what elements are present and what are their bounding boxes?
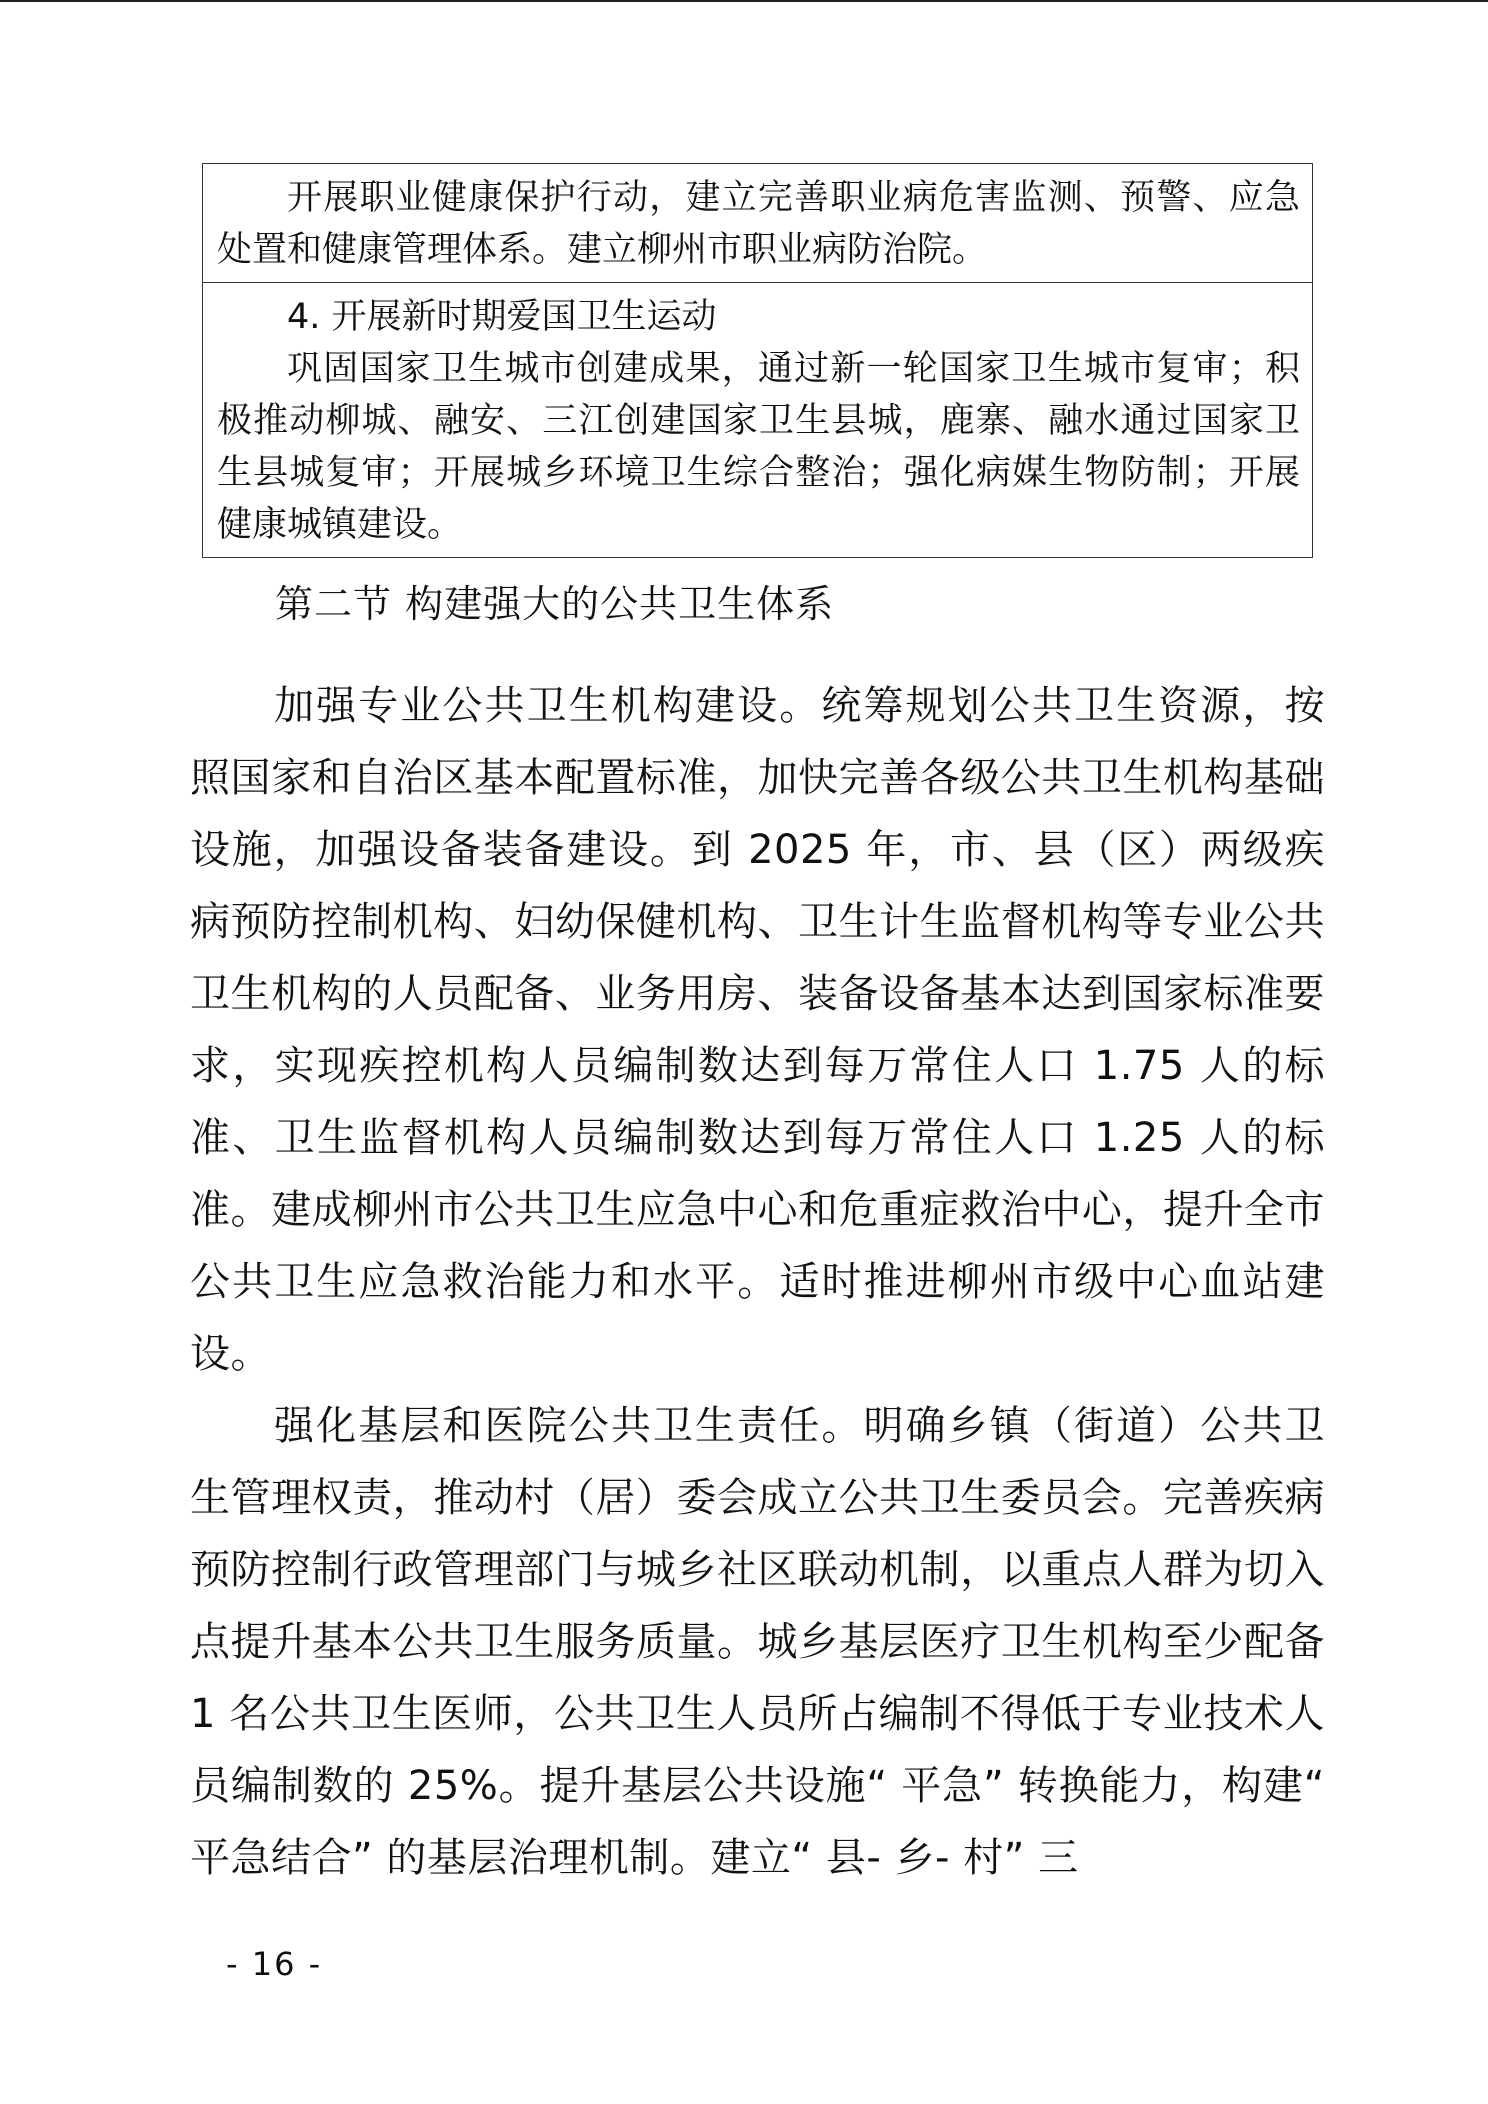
box-cell-patriotic-health (203, 282, 1312, 557)
body-paragraph: 强化基层和医院公共卫生责任。明确乡镇（街道）公共卫生管理权责，推动村（居）委会成立公共卫生委员会。完善疾病预防控制行政管理部门与城乡社区联动机制，以重点人群为切入点提升基本公共卫生服务质量。城乡基层医疗卫生机构至少配备 1 名公共卫生医师，公共卫生人员所占编制不得低于专业技术人员编制数的 25%。提升基层公共设施“ 平急” 转换能力，构建“ 平急结合” 的基层治理机制。建立“ 县- 乡- 村” 三 (190, 1403, 1325, 1881)
box-cell-text: 开展职业健康保护行动，建立完善职业病危害监测、预警、应急处置和健康管理体系。建立柳州市职业病防治院。 (217, 178, 1300, 270)
page-number: - 16 - (226, 1945, 323, 1983)
box-cell-occupational-health (203, 164, 1312, 282)
body-paragraph: 加强专业公共卫生机构建设。统筹规划公共卫生资源，按照国家和自治区基本配置标准，加快完善各级公共卫生机构基础设施，加强设备装备建设。到 2025 年，市、县（区）两级疾病预防控制机构、妇幼保健机构、卫生计生监督机构等专业公共卫生机构的人员配备、业务用房、装备设备基本达到国家标准要求，实现疾控机构人员编制数达到每万常住人口 1.75 人的标准、卫生监督机构人员编制数达到每万常住人口 1.25 人的标准。建成柳州市公共卫生应急中心和危重症救治中心，提升全市公共卫生应急救治能力和水平。适时推进柳州市级中心血站建设。 (190, 683, 1325, 1377)
top-border-line (0, 0, 1488, 2)
highlight-box-table (202, 163, 1313, 558)
body-text (190, 670, 1325, 1894)
box-item-heading: 4. 开展新时期爱国卫生运动 (287, 297, 717, 337)
box-cell-text: 巩固国家卫生城市创建成果，通过新一轮国家卫生城市复审；积极推动柳城、融安、三江创建国家卫生县城，鹿寨、融水通过国家卫生县城复审；开展城乡环境卫生综合整治；强化病媒生物防制；开展健康城镇建设。 (217, 349, 1300, 545)
section-heading: 第二节 构建强大的公共卫生体系 (275, 582, 835, 626)
